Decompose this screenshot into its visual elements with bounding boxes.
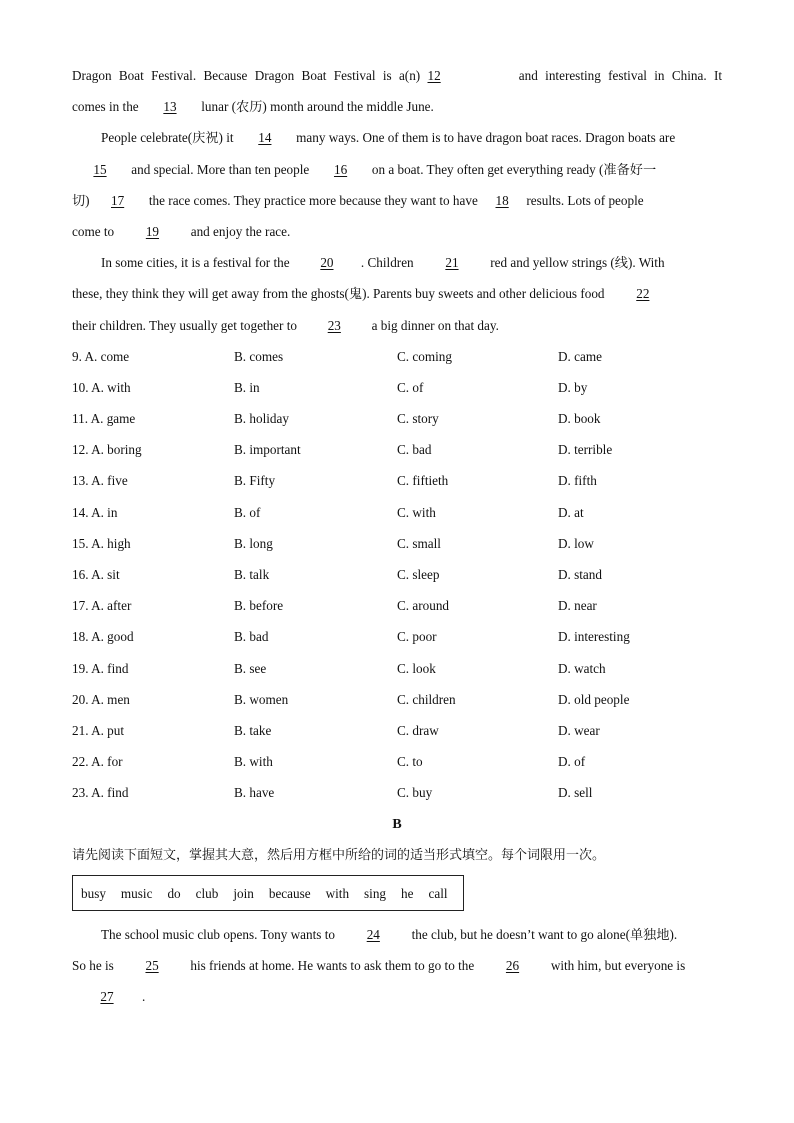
word-box-item: do [167, 885, 181, 901]
option-c[interactable]: C. bad [397, 442, 432, 458]
option-a[interactable] [72, 653, 128, 684]
option-b[interactable]: B. with [234, 754, 273, 770]
option-a[interactable] [72, 403, 135, 434]
passage-line: these, they think they will get away from the ghosts(鬼). Parents buy sweets and other delicious food 22 [72, 278, 722, 309]
passage-line: People celebrate(庆祝) it 14 many ways. One of them is to have dragon boat races. Dragon boats are [72, 122, 722, 153]
blank-14[interactable]: 14 [258, 130, 272, 146]
question-row [72, 590, 722, 621]
option-c[interactable]: C. draw [397, 722, 439, 738]
blank-18[interactable]: 18 [495, 192, 509, 208]
blank-13[interactable]: 13 [163, 99, 177, 115]
blank-25[interactable]: 25 [145, 958, 159, 974]
passage-line: In some cities, it is a festival for the 20 . Children 21 red and yellow strings (线). With [72, 247, 722, 278]
option-a[interactable] [72, 684, 130, 715]
word-box-item: join [233, 885, 254, 901]
option-c[interactable]: C. story [397, 411, 439, 427]
question-number: 13. [72, 473, 89, 489]
option-a[interactable] [72, 777, 128, 808]
option-b[interactable]: B. women [234, 691, 289, 707]
question-row [72, 528, 722, 559]
option-b[interactable]: B. comes [234, 348, 284, 364]
passage-line: come to 19 and enjoy the race. [72, 216, 722, 247]
passage-line: 27 . [72, 981, 722, 1012]
blank-19[interactable]: 19 [145, 223, 160, 239]
question-row [72, 715, 722, 746]
option-a[interactable] [72, 590, 131, 621]
option-b[interactable]: B. long [234, 535, 273, 551]
option-c[interactable]: C. buy [397, 785, 433, 801]
option-c[interactable]: C. poor [397, 629, 437, 645]
word-box-item: club [195, 885, 219, 901]
question-number: 22. [72, 754, 89, 770]
question-row [72, 621, 722, 652]
option-a-label: A. with [91, 379, 131, 395]
option-d[interactable]: D. came [558, 348, 602, 364]
option-a-label: A. five [91, 473, 128, 489]
option-a-label: A. game [90, 411, 136, 427]
option-b[interactable]: B. bad [234, 629, 269, 645]
question-number: 16. [72, 567, 89, 582]
option-c[interactable]: C. look [397, 660, 436, 676]
word-box-item: call [428, 885, 448, 901]
option-d[interactable]: D. old people [558, 691, 630, 707]
option-b[interactable]: B. holiday [234, 411, 289, 427]
option-c[interactable]: C. of [397, 379, 424, 395]
blank-21[interactable]: 21 [445, 255, 459, 271]
question-row [72, 653, 722, 684]
question-number: 12. [72, 442, 89, 458]
option-b[interactable]: B. important [234, 442, 301, 458]
option-d[interactable]: D. terrible [558, 442, 613, 458]
blank-12[interactable]: 12 [427, 68, 441, 83]
question-number: 21. [72, 722, 89, 738]
option-c[interactable]: C. coming [397, 348, 452, 364]
option-a-label: A. for [91, 754, 123, 770]
option-b[interactable]: B. Fifty [234, 473, 276, 489]
word-box-item: with [325, 885, 350, 901]
word-box-item: he [401, 885, 414, 901]
question-number: 19. [72, 660, 89, 676]
question-row [72, 684, 722, 715]
option-b[interactable]: B. of [234, 504, 261, 520]
option-c[interactable]: C. sleep [397, 567, 440, 582]
word-box-item: sing [364, 885, 387, 901]
option-a[interactable] [72, 559, 120, 590]
passage-line: 15 and special. More than ten people 16 on a boat. They often get everything ready (准备好一 [72, 154, 722, 185]
option-a-label: A. after [91, 598, 132, 614]
option-d[interactable]: D. low [558, 535, 594, 551]
passage-line: So he is 25 his friends at home. He wants to ask them to go to the 26 with him, but everyone is [72, 950, 722, 981]
option-d[interactable]: D. of [558, 754, 586, 770]
option-d[interactable]: D. watch [558, 660, 606, 676]
passage-line: Dragon Boat Festival. Because Dragon Boat Festival is a(n) 12 and interesting festival in China. It [72, 60, 722, 91]
question-row [72, 465, 722, 496]
option-a[interactable] [72, 715, 124, 746]
blank-23[interactable]: 23 [327, 317, 341, 333]
option-a-label: A. men [91, 691, 130, 707]
document-page [72, 60, 722, 1012]
option-a-label: A. good [91, 629, 134, 645]
option-b[interactable]: B. in [234, 379, 260, 395]
word-box-item: music [120, 885, 153, 901]
option-b[interactable]: B. talk [234, 567, 270, 582]
option-d[interactable]: D. fifth [558, 473, 597, 489]
question-number: 17. [72, 598, 89, 614]
blank-26[interactable]: 26 [505, 958, 520, 974]
blank-16[interactable]: 16 [333, 161, 348, 177]
option-d[interactable]: D. wear [558, 722, 600, 738]
question-row [72, 372, 722, 403]
blank-27[interactable]: 27 [100, 989, 114, 1005]
option-a-label: A. boring [91, 442, 142, 458]
option-a[interactable] [72, 746, 123, 777]
option-a-label: A. come [84, 348, 130, 364]
option-c[interactable]: C. around [397, 598, 450, 614]
word-box-item: busy [81, 885, 106, 901]
word-box-item: because [268, 885, 311, 901]
question-number: 15. [72, 535, 89, 551]
option-a-label: A. sit [91, 567, 120, 582]
question-row [72, 497, 722, 528]
option-a-label: A. find [91, 785, 129, 801]
option-b[interactable]: B. see [234, 660, 267, 676]
option-b[interactable]: B. before [234, 598, 284, 614]
question-row [72, 434, 722, 465]
option-d[interactable]: D. near [558, 598, 597, 614]
blank-17[interactable]: 17 [111, 192, 125, 208]
question-row [72, 746, 722, 777]
question-row [72, 777, 722, 808]
option-d[interactable]: D. by [558, 379, 588, 395]
question-number: 11. [72, 411, 88, 427]
option-d[interactable]: D. interesting [558, 629, 630, 645]
option-d[interactable]: D. book [558, 411, 601, 427]
passage-line: The school music club opens. Tony wants to 24 the club, but he doesn’t want to go alone(单独地). [72, 919, 722, 950]
option-b[interactable]: B. have [234, 785, 275, 801]
blank-24[interactable]: 24 [366, 926, 380, 942]
passage-line: comes in the 13 lunar (农历) month around the middle June. [72, 91, 722, 122]
question-number: 23. [72, 785, 89, 801]
blank-22[interactable]: 22 [636, 286, 650, 302]
option-c[interactable]: C. with [397, 504, 436, 520]
section-instruction: 请先阅读下面短文，掌握其大意，然后用方框中所给的词的适当形式填空。每个词限用一次。 [72, 847, 606, 863]
question-number: 10. [72, 379, 89, 395]
section-title: B [392, 816, 402, 832]
blank-15[interactable]: 15 [93, 161, 107, 177]
passage-line: 切) 17 the race comes. They practice more because they want to have 18 results. Lots of people [72, 185, 722, 216]
option-a-label: A. put [91, 722, 125, 738]
option-c[interactable]: C. fiftieth [397, 473, 449, 489]
option-a-label: A. find [91, 660, 129, 676]
option-a-label: A. in [91, 504, 118, 520]
option-a-label: A. high [91, 535, 131, 551]
option-b[interactable]: B. take [234, 722, 272, 738]
option-c[interactable]: C. children [397, 691, 456, 707]
option-a[interactable] [72, 497, 117, 528]
word-box [72, 875, 464, 911]
option-a[interactable] [72, 465, 128, 496]
question-row [72, 341, 722, 372]
question-list [72, 341, 722, 809]
option-d[interactable]: D. stand [558, 567, 602, 582]
option-c[interactable]: C. small [397, 535, 441, 551]
option-d[interactable]: D. at [558, 504, 584, 520]
passage-line: their children. They usually get together to 23 a big dinner on that day. [72, 310, 722, 341]
option-c[interactable]: C. to [397, 754, 423, 770]
blank-20[interactable]: 20 [320, 255, 334, 271]
option-a[interactable] [72, 621, 134, 652]
question-number: 9. [72, 348, 82, 364]
option-a[interactable] [72, 372, 131, 403]
question-number: 14. [72, 504, 89, 520]
option-a[interactable] [72, 434, 142, 465]
question-row [72, 403, 722, 434]
question-number: 20. [72, 691, 89, 707]
question-row [72, 559, 722, 590]
option-d[interactable]: D. sell [558, 785, 593, 801]
question-number: 18. [72, 629, 89, 645]
option-a[interactable] [72, 528, 131, 559]
option-a[interactable] [72, 341, 129, 372]
